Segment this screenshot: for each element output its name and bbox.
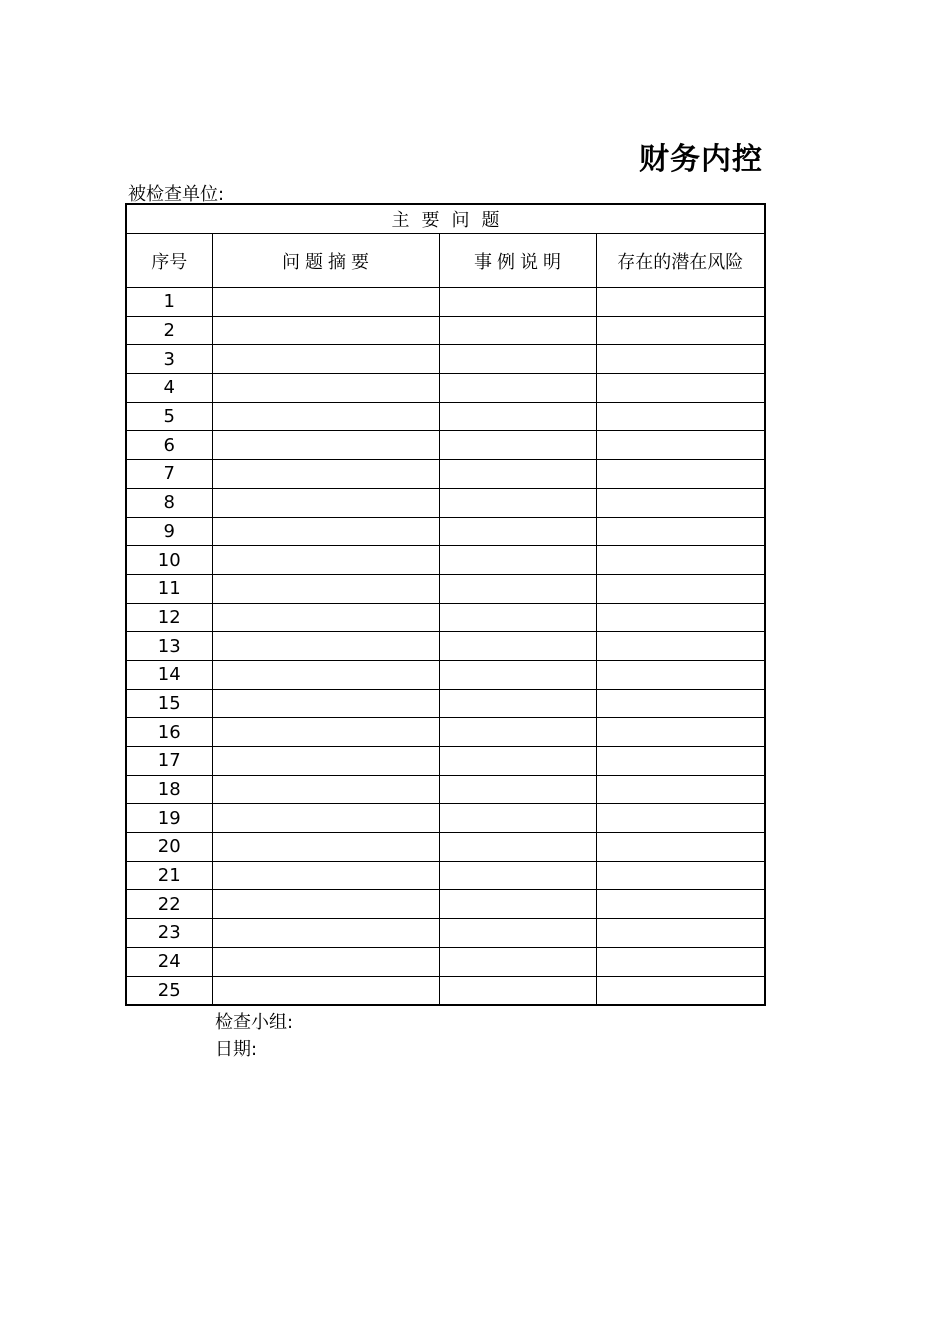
inspection-team-label: 检查小组: bbox=[215, 1012, 294, 1033]
group-header-row bbox=[126, 204, 765, 234]
row-risk-cell[interactable] bbox=[596, 890, 765, 919]
row-risk-cell[interactable] bbox=[596, 947, 765, 976]
row-example-cell[interactable] bbox=[439, 460, 596, 489]
row-summary-cell[interactable] bbox=[212, 374, 439, 403]
row-seq-cell: 19 bbox=[126, 804, 212, 833]
date-label: 日期: bbox=[215, 1039, 258, 1060]
row-summary-cell[interactable] bbox=[212, 775, 439, 804]
row-example-cell[interactable] bbox=[439, 316, 596, 345]
column-header-row bbox=[126, 234, 765, 288]
row-example-cell[interactable] bbox=[439, 804, 596, 833]
row-example-cell[interactable] bbox=[439, 402, 596, 431]
row-summary-cell[interactable] bbox=[212, 431, 439, 460]
table-row bbox=[126, 861, 765, 890]
row-example-cell[interactable] bbox=[439, 976, 596, 1005]
row-example-cell[interactable] bbox=[439, 833, 596, 862]
row-summary-cell[interactable] bbox=[212, 747, 439, 776]
table-row bbox=[126, 603, 765, 632]
row-risk-cell[interactable] bbox=[596, 345, 765, 374]
row-seq-cell: 5 bbox=[126, 402, 212, 431]
row-summary-cell[interactable] bbox=[212, 919, 439, 948]
row-seq-cell: 6 bbox=[126, 431, 212, 460]
row-seq-cell: 20 bbox=[126, 833, 212, 862]
row-risk-cell[interactable] bbox=[596, 517, 765, 546]
row-example-cell[interactable] bbox=[439, 431, 596, 460]
inspected-unit-label: 被检查单位: bbox=[128, 184, 225, 205]
issues-table bbox=[125, 203, 766, 1006]
table-row bbox=[126, 660, 765, 689]
row-example-cell[interactable] bbox=[439, 689, 596, 718]
row-risk-cell[interactable] bbox=[596, 919, 765, 948]
row-risk-cell[interactable] bbox=[596, 632, 765, 661]
row-risk-cell[interactable] bbox=[596, 574, 765, 603]
table-row bbox=[126, 775, 765, 804]
row-risk-cell[interactable] bbox=[596, 546, 765, 575]
row-summary-cell[interactable] bbox=[212, 402, 439, 431]
table-row bbox=[126, 632, 765, 661]
row-seq-cell: 12 bbox=[126, 603, 212, 632]
table-row bbox=[126, 488, 765, 517]
row-example-cell[interactable] bbox=[439, 861, 596, 890]
table-row bbox=[126, 402, 765, 431]
row-risk-cell[interactable] bbox=[596, 775, 765, 804]
row-example-cell[interactable] bbox=[439, 574, 596, 603]
table-row bbox=[126, 718, 765, 747]
row-summary-cell[interactable] bbox=[212, 660, 439, 689]
row-summary-cell[interactable] bbox=[212, 603, 439, 632]
table-row bbox=[126, 517, 765, 546]
row-example-cell[interactable] bbox=[439, 374, 596, 403]
row-summary-cell[interactable] bbox=[212, 718, 439, 747]
table-row bbox=[126, 747, 765, 776]
table-row bbox=[126, 890, 765, 919]
table-row bbox=[126, 574, 765, 603]
row-seq-cell: 2 bbox=[126, 316, 212, 345]
row-seq-cell: 1 bbox=[126, 288, 212, 317]
row-seq-cell: 13 bbox=[126, 632, 212, 661]
row-example-cell[interactable] bbox=[439, 603, 596, 632]
table-row bbox=[126, 833, 765, 862]
row-example-cell[interactable] bbox=[439, 947, 596, 976]
row-seq-cell: 11 bbox=[126, 574, 212, 603]
table-row bbox=[126, 288, 765, 317]
row-risk-cell[interactable] bbox=[596, 316, 765, 345]
table-row bbox=[126, 316, 765, 345]
row-example-cell[interactable] bbox=[439, 890, 596, 919]
column-header-risk: 存在的潜在风险 bbox=[596, 234, 765, 288]
row-example-cell[interactable] bbox=[439, 718, 596, 747]
row-summary-cell[interactable] bbox=[212, 460, 439, 489]
row-summary-cell[interactable] bbox=[212, 890, 439, 919]
table-row bbox=[126, 374, 765, 403]
column-header-seq: 序号 bbox=[126, 234, 212, 288]
row-risk-cell[interactable] bbox=[596, 804, 765, 833]
row-risk-cell[interactable] bbox=[596, 288, 765, 317]
row-summary-cell[interactable] bbox=[212, 546, 439, 575]
row-seq-cell: 16 bbox=[126, 718, 212, 747]
row-example-cell[interactable] bbox=[439, 288, 596, 317]
row-example-cell[interactable] bbox=[439, 632, 596, 661]
row-example-cell[interactable] bbox=[439, 919, 596, 948]
row-risk-cell[interactable] bbox=[596, 718, 765, 747]
row-seq-cell: 17 bbox=[126, 747, 212, 776]
row-risk-cell[interactable] bbox=[596, 374, 765, 403]
row-summary-cell[interactable] bbox=[212, 288, 439, 317]
row-summary-cell[interactable] bbox=[212, 517, 439, 546]
table-row bbox=[126, 947, 765, 976]
row-seq-cell: 22 bbox=[126, 890, 212, 919]
row-summary-cell[interactable] bbox=[212, 632, 439, 661]
row-example-cell[interactable] bbox=[439, 488, 596, 517]
row-seq-cell: 23 bbox=[126, 919, 212, 948]
row-seq-cell: 8 bbox=[126, 488, 212, 517]
row-seq-cell: 21 bbox=[126, 861, 212, 890]
row-summary-cell[interactable] bbox=[212, 804, 439, 833]
row-risk-cell[interactable] bbox=[596, 460, 765, 489]
row-example-cell[interactable] bbox=[439, 546, 596, 575]
row-risk-cell[interactable] bbox=[596, 603, 765, 632]
group-header-cell: 主要问题 bbox=[126, 204, 765, 234]
row-seq-cell: 4 bbox=[126, 374, 212, 403]
row-summary-cell[interactable] bbox=[212, 689, 439, 718]
row-risk-cell[interactable] bbox=[596, 976, 765, 1005]
row-seq-cell: 9 bbox=[126, 517, 212, 546]
table-row bbox=[126, 804, 765, 833]
row-seq-cell: 25 bbox=[126, 976, 212, 1005]
row-summary-cell[interactable] bbox=[212, 833, 439, 862]
table-row bbox=[126, 689, 765, 718]
column-header-example: 事例说明 bbox=[439, 234, 596, 288]
table-row bbox=[126, 460, 765, 489]
row-summary-cell[interactable] bbox=[212, 345, 439, 374]
row-summary-cell[interactable] bbox=[212, 976, 439, 1005]
row-example-cell[interactable] bbox=[439, 747, 596, 776]
row-risk-cell[interactable] bbox=[596, 833, 765, 862]
page-title: 财务内控 bbox=[639, 142, 763, 177]
row-example-cell[interactable] bbox=[439, 775, 596, 804]
row-seq-cell: 14 bbox=[126, 660, 212, 689]
row-summary-cell[interactable] bbox=[212, 316, 439, 345]
row-risk-cell[interactable] bbox=[596, 488, 765, 517]
row-summary-cell[interactable] bbox=[212, 947, 439, 976]
table-row bbox=[126, 546, 765, 575]
row-seq-cell: 7 bbox=[126, 460, 212, 489]
row-seq-cell: 10 bbox=[126, 546, 212, 575]
row-risk-cell[interactable] bbox=[596, 431, 765, 460]
column-header-summary: 问题摘要 bbox=[212, 234, 439, 288]
row-example-cell[interactable] bbox=[439, 345, 596, 374]
row-risk-cell[interactable] bbox=[596, 747, 765, 776]
row-risk-cell[interactable] bbox=[596, 402, 765, 431]
row-summary-cell[interactable] bbox=[212, 488, 439, 517]
table-row bbox=[126, 345, 765, 374]
row-risk-cell[interactable] bbox=[596, 689, 765, 718]
row-summary-cell[interactable] bbox=[212, 861, 439, 890]
row-seq-cell: 18 bbox=[126, 775, 212, 804]
row-seq-cell: 24 bbox=[126, 947, 212, 976]
table-row bbox=[126, 431, 765, 460]
row-risk-cell[interactable] bbox=[596, 660, 765, 689]
table-row bbox=[126, 976, 765, 1005]
row-example-cell[interactable] bbox=[439, 660, 596, 689]
row-seq-cell: 15 bbox=[126, 689, 212, 718]
table-row bbox=[126, 919, 765, 948]
row-example-cell[interactable] bbox=[439, 517, 596, 546]
row-risk-cell[interactable] bbox=[596, 861, 765, 890]
row-summary-cell[interactable] bbox=[212, 574, 439, 603]
row-seq-cell: 3 bbox=[126, 345, 212, 374]
